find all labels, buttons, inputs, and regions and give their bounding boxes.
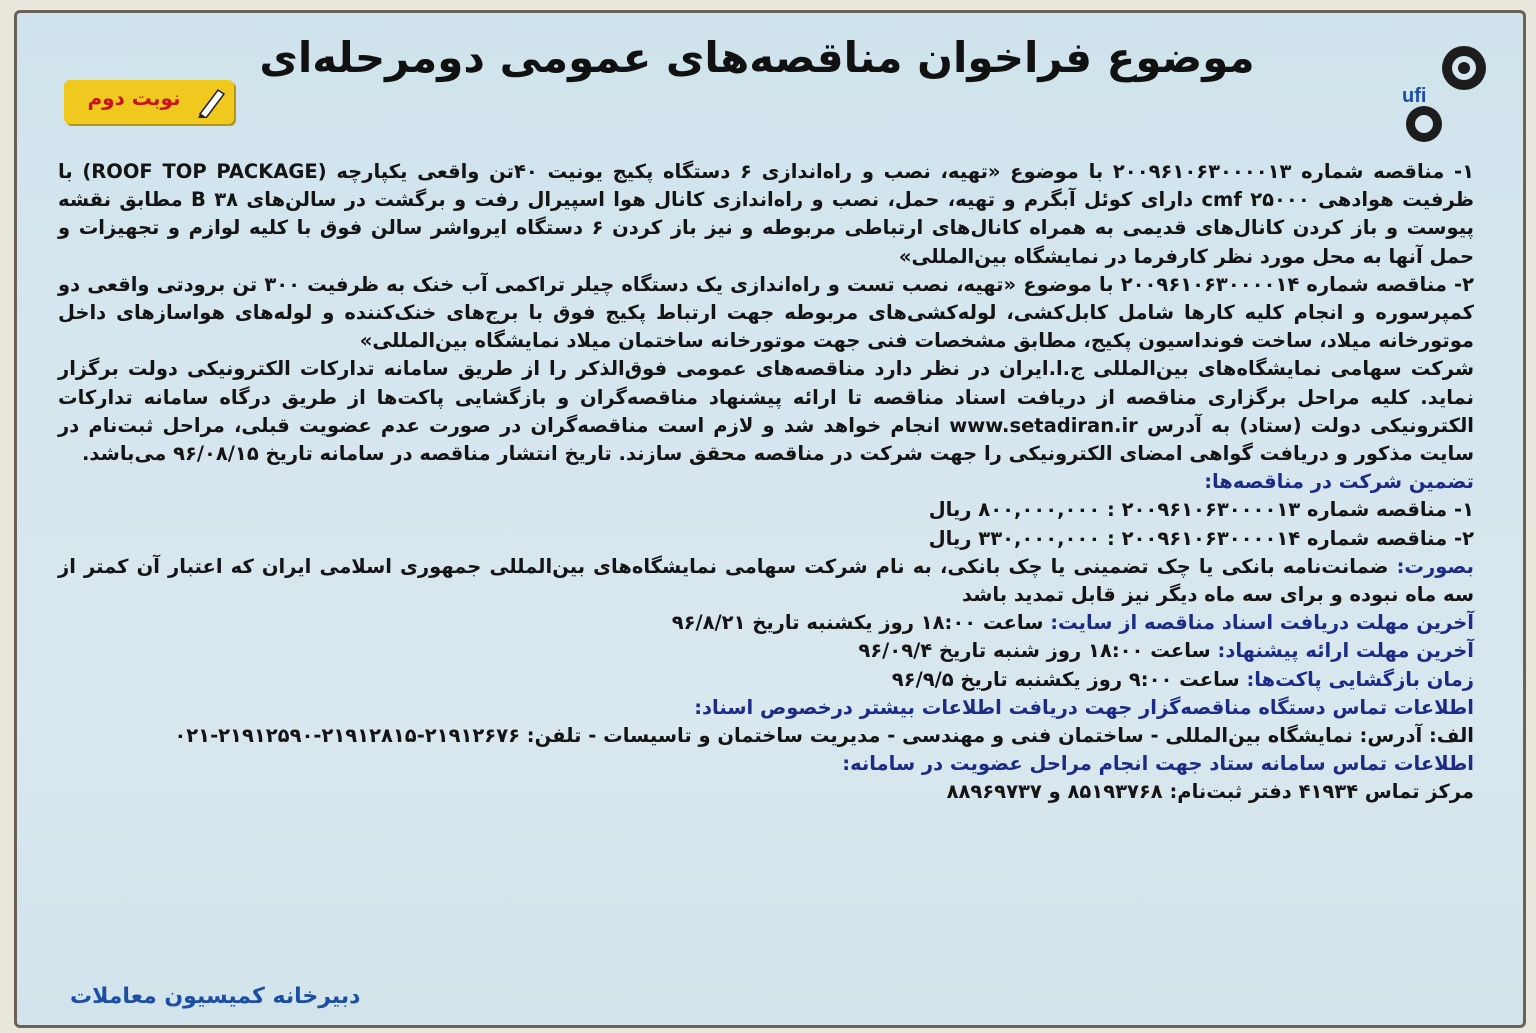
deadline-value: ساعت ۱۸:۰۰ روز یکشنبه تاریخ ۹۶/۸/۲۱	[671, 611, 1044, 635]
guarantee-form	[58, 553, 1474, 609]
guarantee-line-1: ۱- مناقصه شماره ۲۰۰۹۶۱۰۶۳۰۰۰۰۱۳ : ۸۰۰,۰۰۰,۰۰۰ ریال	[928, 498, 1474, 522]
deadline-label: آخرین مهلت دریافت اسناد مناقصه از سایت:	[1050, 611, 1474, 635]
deadline-value: ساعت ۹:۰۰ روز یکشنبه تاریخ ۹۶/۹/۵	[891, 667, 1240, 691]
setad-contact: مرکز تماس ۴۱۹۳۴ دفتر ثبت‌نام: ۸۵۱۹۳۷۶۸ و ۸۸۹۶۹۷۳۷	[946, 780, 1474, 804]
second-round-badge	[64, 80, 234, 124]
badge-label: نوبت دوم	[87, 86, 181, 110]
setad-heading: اطلاعات تماس سامانه ستاد جهت انجام مراحل عضویت در سامانه:	[842, 752, 1474, 776]
guarantee-line-2: ۲- مناقصه شماره ۲۰۰۹۶۱۰۶۳۰۰۰۰۱۴ : ۳۳۰,۰۰۰,۰۰۰ ریال	[928, 526, 1474, 550]
contact-heading: اطلاعات تماس دستگاه مناقصه‌گزار جهت دریافت اطلاعات بیشتر درخصوص اسناد:	[694, 695, 1474, 719]
tender-item-1: ۱- مناقصه شماره ۲۰۰۹۶۱۰۶۳۰۰۰۰۱۳ با موضوع «تهیه، نصب و راه‌اندازی ۶ دستگاه پکیج یونیت ۴۰تن واقعی یکپارچه (ROOF TOP PACKAGE) با ظرفیت هوادهی ۲۵۰۰۰ cmf دارای کوئل آبگرم و تهیه، حمل، نصب و راه‌اندازی کانال هوا اسپیرال رفت و برگشت در سالن‌های B ۳۸ مطابق نقشه پیوست و باز کردن کانال‌های قدیمی به همراه کانال‌های ارتباطی مربوطه و نیز باز کردن ۶ دستگاه ایرواشر سالن فوق با کلیه لوازم و تجهیزات و حمل آنها به محل مورد نظر کارفرما در نمایشگاه بین‌المللی»	[58, 160, 1474, 268]
contact-address: الف: آدرس: نمایشگاه بین‌المللی - ساختمان فنی و مهندسی - مدیریت ساختمان و تاسیسات - تلفن: ۲۱۹۱۲۶۷۶-۲۱۹۱۲۸۱۵-۲۱۹۱۲۵۹۰-۰۲۱	[174, 724, 1474, 748]
guarantee-form-text: ضمانت‌نامه بانکی یا چک تضمینی یا چک بانکی، به نام شرکت سهامی نمایشگاه‌های بین‌المللی جمهوری اسلامی ایران که اعتبار آن کمتر از سه ماه نبوده و برای سه ماه دیگر نیز قابل تمدید باشد	[58, 554, 1474, 607]
notice-content	[24, 18, 1512, 1016]
guarantee-heading: تضمین شرکت در مناقصه‌ها:	[1204, 470, 1474, 494]
deadline-3	[58, 666, 1474, 694]
ufi-logo	[1384, 32, 1494, 152]
deadline-value: ساعت ۱۸:۰۰ روز شنبه تاریخ ۹۶/۰۹/۴	[858, 639, 1211, 663]
ufi-text: ufi	[1402, 85, 1427, 107]
guarantee-form-label: بصورت:	[1396, 554, 1474, 578]
notice-body	[58, 158, 1474, 807]
deadline-1	[58, 609, 1474, 637]
deadline-2	[58, 637, 1474, 665]
deadline-label: آخرین مهلت ارائه پیشنهاد:	[1217, 639, 1474, 663]
notice-title: موضوع فراخوان مناقصه‌های عمومی دومرحله‌ای	[259, 33, 1255, 82]
deadline-label: زمان بازگشایی پاکت‌ها:	[1246, 667, 1474, 691]
tender-item-2: ۲- مناقصه شماره ۲۰۰۹۶۱۰۶۳۰۰۰۰۱۴ با موضوع «تهیه، نصب تست و راه‌اندازی یک دستگاه چیلر تراکمی آب خنک به ظرفیت ۳۰۰ تن برودتی واقعی دو کمپرسوره و انجام کلیه کارها شامل کابل‌کشی، لوله‌کشی‌های مربوطه جهت ارتباط پکیج فوق با برج‌های خنک‌کننده و لوله‌های هواسازهای داخل موتورخانه میلاد، ساخت فونداسیون پکیج، مطابق مشخصات فنی جهت موتورخانه ساختمان میلاد نمایشگاه بین‌المللی»	[58, 272, 1475, 353]
signature: دبیرخانه کمیسیون معاملات	[70, 984, 361, 1009]
intro-paragraph: شرکت سهامی نمایشگاه‌های بین‌المللی ج.ا.ایران در نظر دارد مناقصه‌های عمومی فوق‌الذکر را از طریق سامانه تدارکات الکترونیکی دولت برگزار نماید. کلیه مراحل برگزاری مناقصه از دریافت اسناد مناقصه تا ارائه پیشنهاد مناقصه‌گران و بازگشایی پاکت‌ها از طریق درگاه سامانه تدارکات الکترونیکی دولت (ستاد) به آدرس www.setadiran.ir انجام خواهد شد و لازم است مناقصه‌گران در صورت عدم عضویت قبلی، مراحل ثبت‌نام در سایت مذکور و دریافت گواهی امضای الکترونیکی را جهت شرکت در مناقصه محقق سازند. تاریخ انتشار مناقصه در سامانه تاریخ ۹۶/۰۸/۱۵ می‌باشد.	[58, 357, 1474, 466]
pencil-icon	[196, 84, 226, 118]
